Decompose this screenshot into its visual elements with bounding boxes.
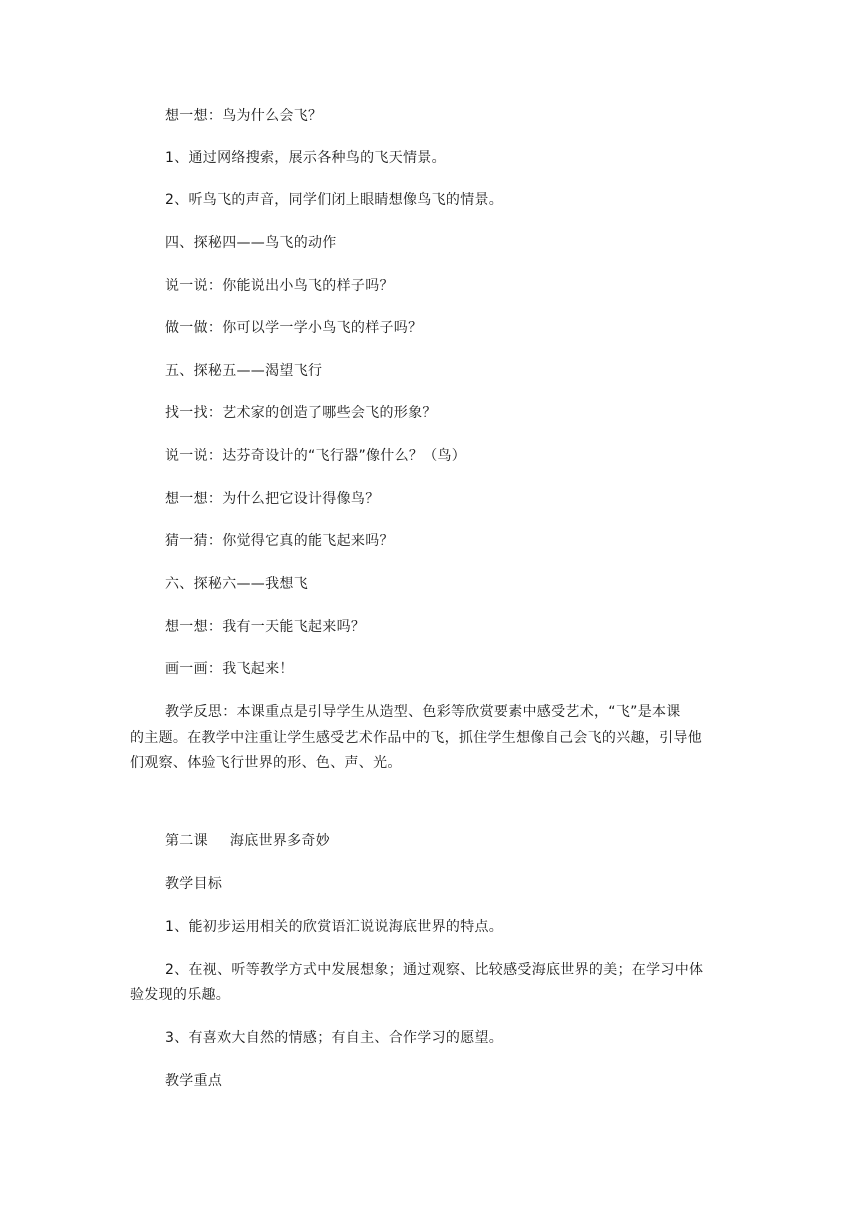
text-line: 2、听鸟飞的声音，同学们闭上眼睛想像鸟飞的情景。 bbox=[165, 192, 504, 208]
text-line: 找一找：艺术家的创造了哪些会飞的形象？ bbox=[165, 405, 437, 421]
section-heading-5: 五、探秘五——渴望飞行 bbox=[165, 363, 323, 379]
reflection-line-1: 教学反思：本课重点是引导学生从造型、色彩等欣赏要素中感受艺术，“飞”是本课 bbox=[165, 704, 681, 720]
reflection-line-2: 的主题。在教学中注重让学生感受艺术作品中的飞，抓住学生想像自己会飞的兴趣，引导他 bbox=[130, 730, 702, 746]
key-points-heading: 教学重点 bbox=[165, 1073, 223, 1089]
text-line: 猜一猜：你觉得它真的能飞起来吗？ bbox=[165, 533, 394, 549]
reflection-line-3: 们观察、体验飞行世界的形、色、声、光。 bbox=[130, 755, 402, 771]
text-line: 画一画：我飞起来！ bbox=[165, 661, 294, 677]
text-line: 想一想：鸟为什么会飞？ bbox=[165, 108, 323, 124]
lesson-title bbox=[165, 831, 330, 851]
text-line: 说一说：达芬奇设计的“飞行器”像什么？（鸟） bbox=[165, 448, 467, 464]
objectives-heading: 教学目标 bbox=[165, 876, 223, 892]
section-heading-4: 四、探秘四——鸟飞的动作 bbox=[165, 235, 337, 251]
section-heading-6: 六、探秘六——我想飞 bbox=[165, 576, 308, 592]
text-line: 1、通过网络搜索，展示各种鸟的飞天情景。 bbox=[165, 150, 446, 166]
text-line: 想一想：为什么把它设计得像鸟？ bbox=[165, 491, 380, 507]
objective-1: 1、能初步运用相关的欣赏语汇说说海底世界的特点。 bbox=[165, 919, 504, 935]
lesson-label: 第二课 bbox=[165, 833, 208, 849]
lesson-name: 海底世界多奇妙 bbox=[229, 833, 331, 849]
objective-3: 3、有喜欢大自然的情感；有自主、合作学习的愿望。 bbox=[165, 1030, 504, 1046]
text-line: 想一想：我有一天能飞起来吗？ bbox=[165, 619, 366, 635]
text-line: 做一做：你可以学一学小鸟飞的样子吗？ bbox=[165, 320, 423, 336]
objective-2-line-2: 验发现的乐趣。 bbox=[130, 987, 231, 1003]
objective-2-line-1: 2、在视、听等教学方式中发展想象；通过观察、比较感受海底世界的美；在学习中体 bbox=[165, 962, 704, 978]
text-line: 说一说：你能说出小鸟飞的样子吗？ bbox=[165, 278, 394, 294]
